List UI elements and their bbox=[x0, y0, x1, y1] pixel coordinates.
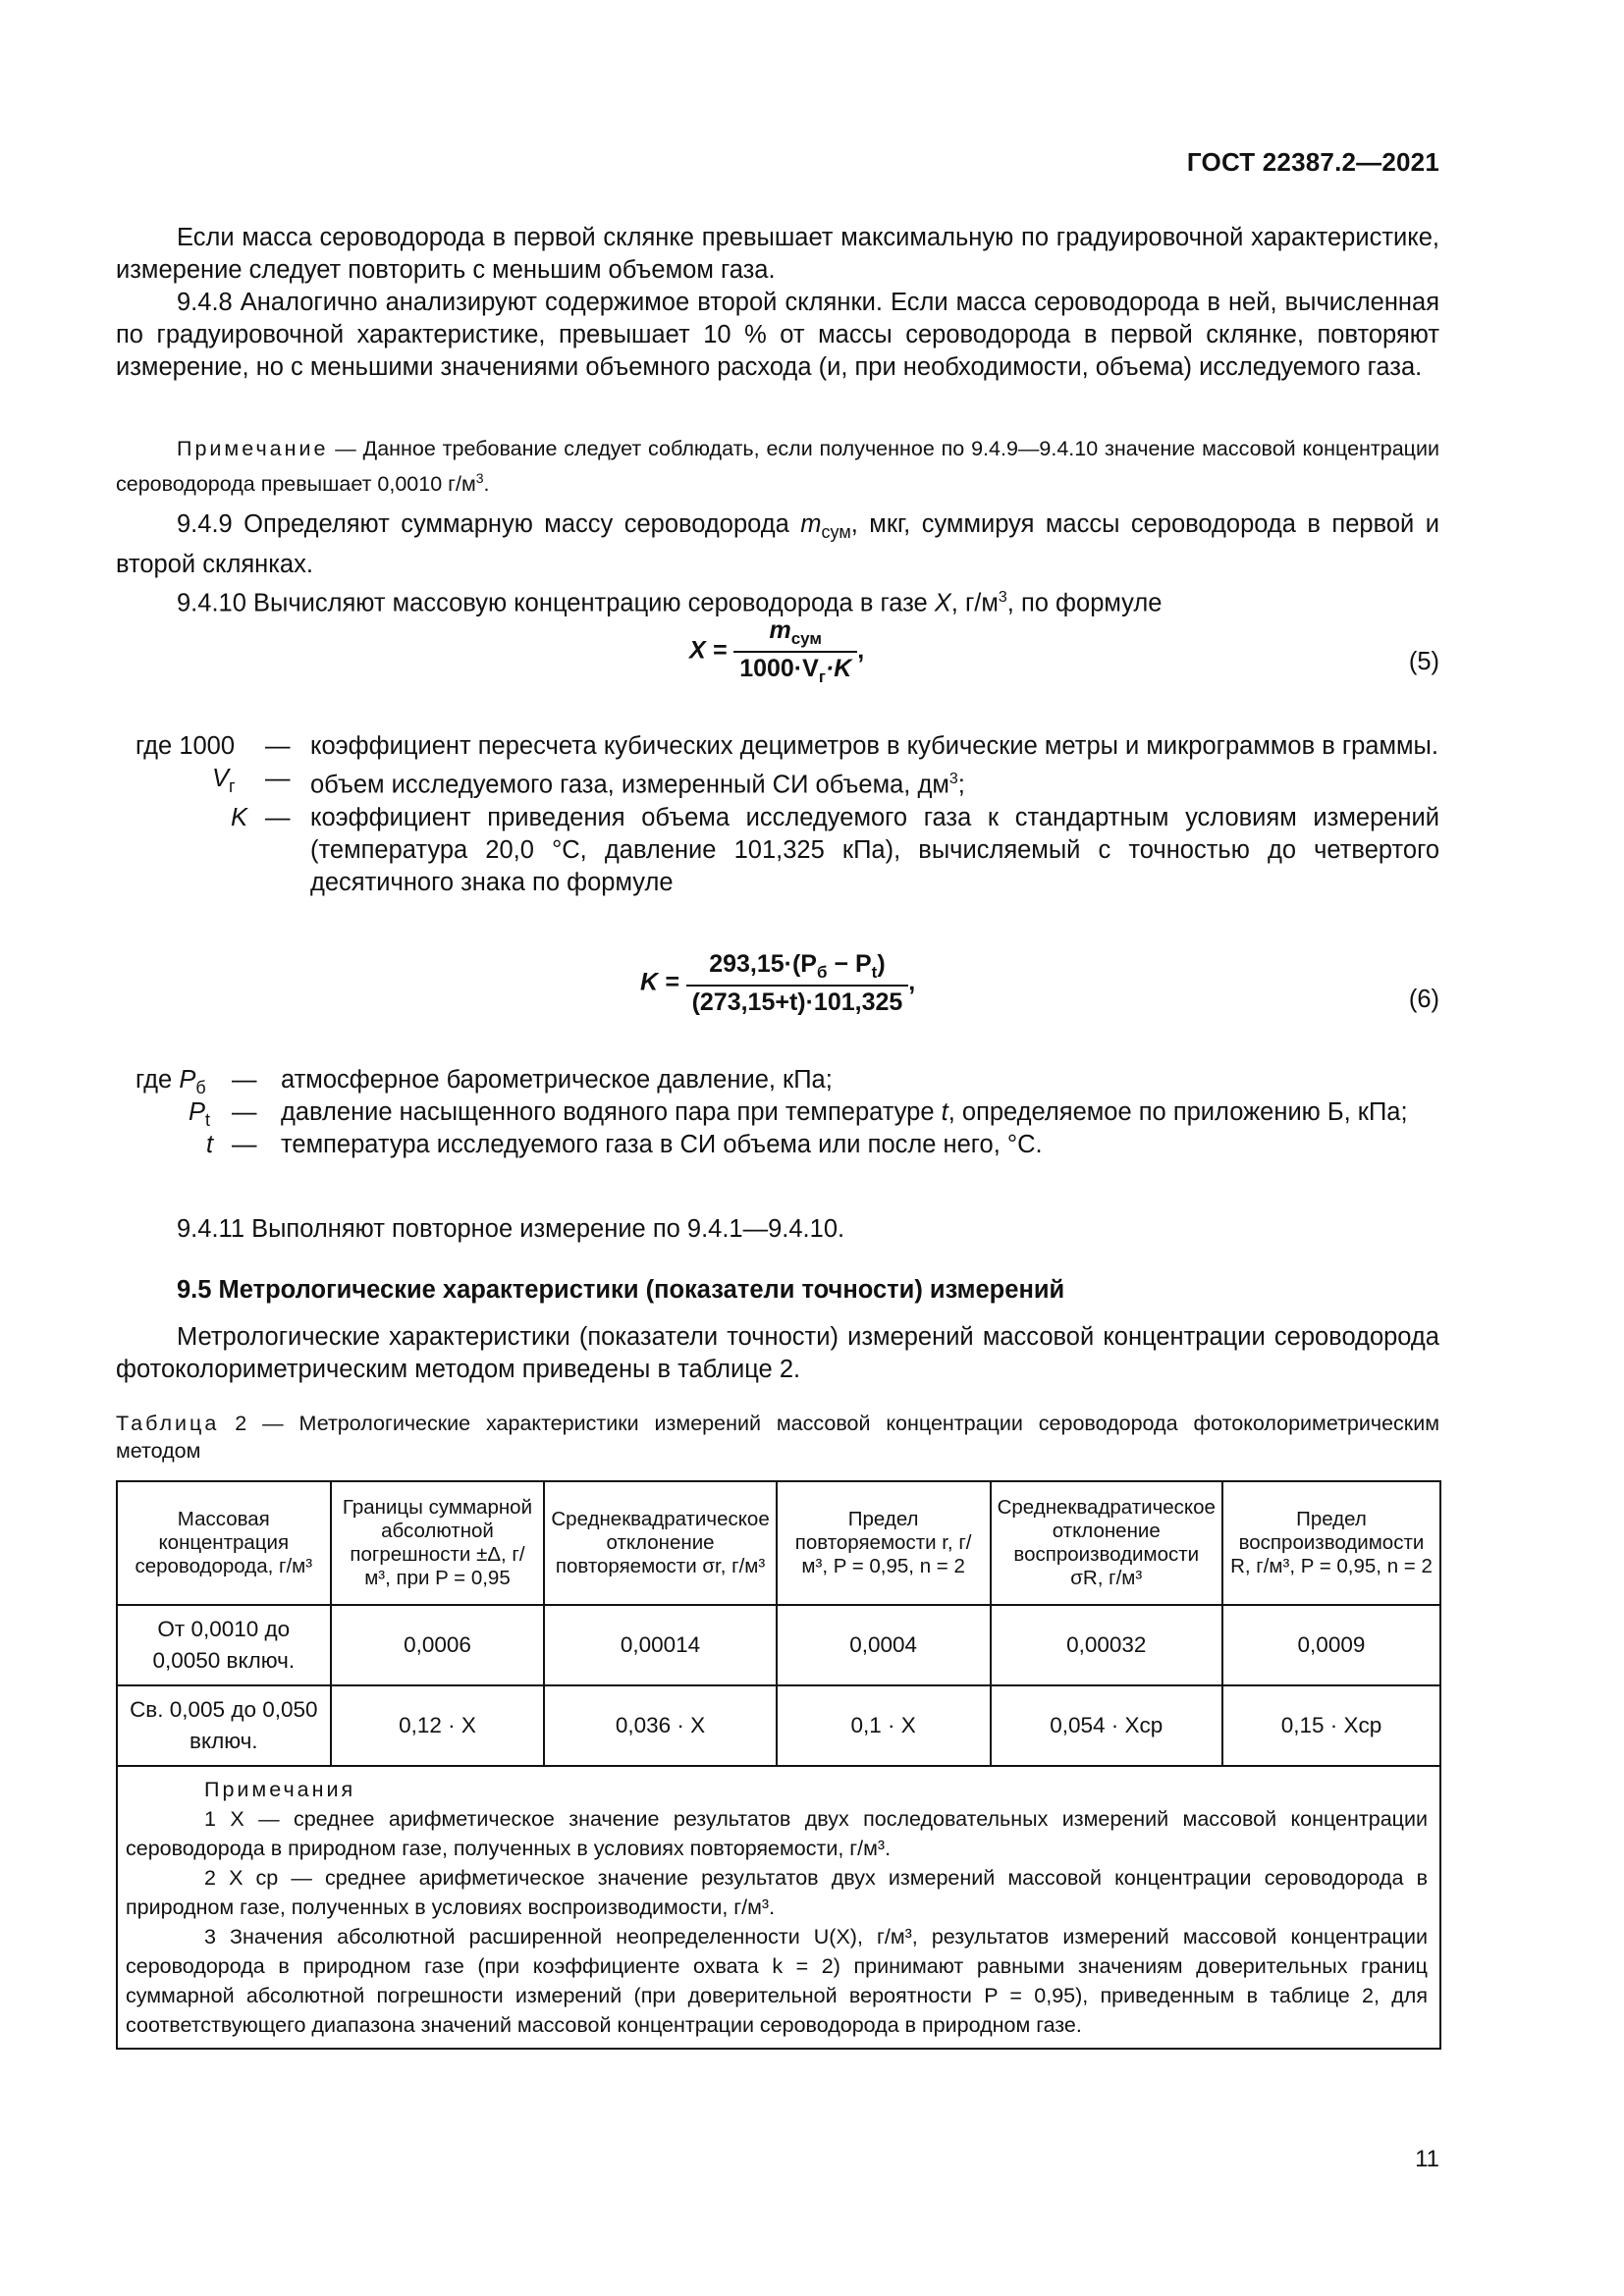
text-block-top bbox=[116, 222, 1439, 384]
section-title-9-5: 9.5 Метрологические характеристики (показатели точности) измерений bbox=[177, 1276, 1065, 1304]
paragraph-9-5: Метрологические характеристики (показатели точности) измерений массовой концентрации сероводорода фотоколориметрическим методом приведены в таблице 2. bbox=[116, 1323, 1439, 1383]
table-header-cell: Предел воспроизводимости R, г/м³, P = 0,95, n = 2 bbox=[1222, 1481, 1440, 1605]
table-cell: 0,0004 bbox=[777, 1605, 991, 1685]
definition-pb: где $P_б$ — атмосферное барометрическое давление, кПа; bbox=[135, 1066, 833, 1098]
definitions-formula-5 bbox=[116, 730, 1439, 899]
formula-5-number: (5) bbox=[1408, 648, 1439, 675]
formula-6: K = $\frac{293,15\cdot(P_б - P_t)}{(273,15+t)\cdot 101,325}$ , bbox=[640, 950, 916, 1016]
table-cell: 0,12 · X bbox=[331, 1685, 545, 1766]
document-header: ГОСТ 22387.2—2021 bbox=[1186, 147, 1439, 177]
formula-6-denominator: (273,15+t)·101,325 bbox=[691, 988, 903, 1016]
definition-k: K — коэффициент приведения объема исследуемого газа к стандартным условиям измерений (температура 20,0 °С, давление 101,325 кПа), вычисляемый с точностью до четвертого десятичного знака по формуле bbox=[231, 803, 1439, 896]
text-block-9-5 bbox=[116, 1321, 1439, 1386]
note-label: Примечание bbox=[177, 437, 329, 460]
table-cell: 0,15 · Xср bbox=[1222, 1685, 1440, 1766]
definition-pt: $P_t$ — давление насыщенного водяного пара при температуре t, определяемое по приложению Б, кПа; bbox=[189, 1098, 1408, 1131]
metrology-table bbox=[116, 1480, 1441, 2050]
definition-1000: где 1000 — коэффициент пересчета кубических дециметров в кубические метры и микрограммов в граммы. bbox=[135, 732, 1438, 760]
paragraph-9-4-10: 9.4.10 Вычисляют массовую концентрацию сероводорода в газе X, $г/м^3$, по формуле bbox=[177, 589, 1163, 617]
table-cell: 0,054 · Xср bbox=[991, 1685, 1222, 1766]
table-cell: 0,0009 bbox=[1222, 1605, 1440, 1685]
note-block bbox=[116, 434, 1439, 499]
formula-6-number: (6) bbox=[1408, 986, 1439, 1013]
table-notes-cell bbox=[117, 1766, 1440, 2049]
formula-5: X = $\frac{m_{сум}}{1000\cdot V_г\cdot K}$ , bbox=[689, 616, 865, 686]
table-cell: 0,00014 bbox=[544, 1605, 776, 1685]
page-number: 11 bbox=[1415, 2146, 1439, 2172]
definitions-formula-6 bbox=[116, 1064, 1439, 1161]
table-header-row bbox=[117, 1481, 1440, 1605]
formula-5-numerator: $m_{сум}$ bbox=[733, 616, 857, 653]
text-block-9-4-9 bbox=[116, 508, 1439, 620]
table-header-cell: Массовая концентрация сероводорода, г/м³ bbox=[117, 1481, 331, 1605]
table-note-3: 3 Значения абсолютной расширенной неопределенности U(X), г/м³, результатов измерений массовой концентрации сероводорода в природном газе (при коэффициенте охвата k = 2) принимают равными значениям доверительных границ суммарной абсолютной погрешности измерений (при доверительной вероятности P = 0,95), приведенным в таблице 2, для соответствующего диапазона значений массовой концентрации сероводорода в природном газе. bbox=[126, 1925, 1428, 2037]
note-paragraph: Примечание — Данное требование следует соблюдать, если полученное по 9.4.9—9.4.10 значение массовой концентрации сероводорода превышает 0,0010 $г/м^3$. bbox=[116, 437, 1439, 497]
paragraph-9-4-11: 9.4.11 Выполняют повторное измерение по 9.4.1—9.4.10. bbox=[177, 1215, 845, 1243]
table-note-1: 1 X — среднее арифметическое значение результатов двух последовательных измерений массовой концентрации сероводорода в природном газе, полученных в условиях повторяемости, г/м³. bbox=[126, 1807, 1428, 1860]
table-caption: Таблица 2 — Метрологические характеристики измерений массовой концентрации сероводорода фотоколориметрическим методом bbox=[116, 1412, 1439, 1463]
table-notes-row bbox=[117, 1766, 1440, 2049]
table-row bbox=[117, 1685, 1440, 1766]
table-note-2: 2 X ср — среднее арифметическое значение результатов двух измерений массовой концентрации сероводорода в природном газе, полученных в условиях воспроизводимости, г/м³. bbox=[126, 1866, 1428, 1919]
formula-6-lhs: K = bbox=[640, 968, 679, 996]
note-text: — Данное требование следует соблюдать, если полученное по 9.4.9—9.4.10 значение массовой концентрации сероводорода превышает 0,0010 г/м bbox=[116, 437, 1439, 497]
table-row bbox=[117, 1605, 1440, 1685]
definition-vg: $V_г$ — объем исследуемого газа, измеренный СИ объема, $дм^3$; bbox=[212, 765, 965, 799]
formula-5-fraction bbox=[733, 616, 857, 687]
table-cell-range: Св. 0,005 до 0,050 включ. bbox=[117, 1685, 331, 1766]
formula-6-numerator: $293,15\cdot(P_б - P_t)$ bbox=[686, 950, 909, 987]
table-header-cell: Предел повторяемости r, г/м³, P = 0,95, n = 2 bbox=[777, 1481, 991, 1605]
table-header-cell: Границы суммарной абсолютной погрешности ±Δ, г/м³, при P = 0,95 bbox=[331, 1481, 545, 1605]
formula-5-denominator: $1000\cdot V_г\cdot K$ bbox=[739, 655, 852, 686]
text-block-9-4-11 bbox=[116, 1213, 1439, 1246]
paragraph-9-4-8: 9.4.8 Аналогично анализируют содержимое второй склянки. Если масса сероводорода в ней, вычисленная по градуировочной характеристике, превышает 10 % от массы сероводорода в первой склянке, повторяют измерение, но с меньшими значениями объемного расхода (и, при необходимости, объема) исследуемого газа. bbox=[116, 289, 1439, 381]
formula-6-fraction bbox=[686, 950, 909, 1017]
table-header-cell: Среднеквадратическое отклонение повторяемости σr, г/м³ bbox=[544, 1481, 776, 1605]
formula-5-lhs: X = bbox=[689, 636, 728, 665]
table-cell: 0,036 · X bbox=[544, 1685, 776, 1766]
table-header-cell: Среднеквадратическое отклонение воспроизводимости σR, г/м³ bbox=[991, 1481, 1222, 1605]
paragraph-9-4-9: 9.4.9 Определяют суммарную массу сероводорода $m_{сум}$, мкг, суммируя массы сероводорода в первой и второй склянках. bbox=[116, 510, 1439, 579]
notes-title: Примечания bbox=[204, 1778, 356, 1801]
table-cell: 0,1 · X bbox=[777, 1685, 991, 1766]
paragraph-mass-exceeds: Если масса сероводорода в первой склянке превышает максимальную по градуировочной характеристике, измерение следует повторить с меньшим объемом газа. bbox=[116, 224, 1439, 284]
table-cell: 0,00032 bbox=[991, 1605, 1222, 1685]
table-cell: 0,0006 bbox=[331, 1605, 545, 1685]
table-cell-range: От 0,0010 до 0,0050 включ. bbox=[117, 1605, 331, 1685]
definition-t: t — температура исследуемого газа в СИ объема или после него, °С. bbox=[206, 1131, 1043, 1158]
